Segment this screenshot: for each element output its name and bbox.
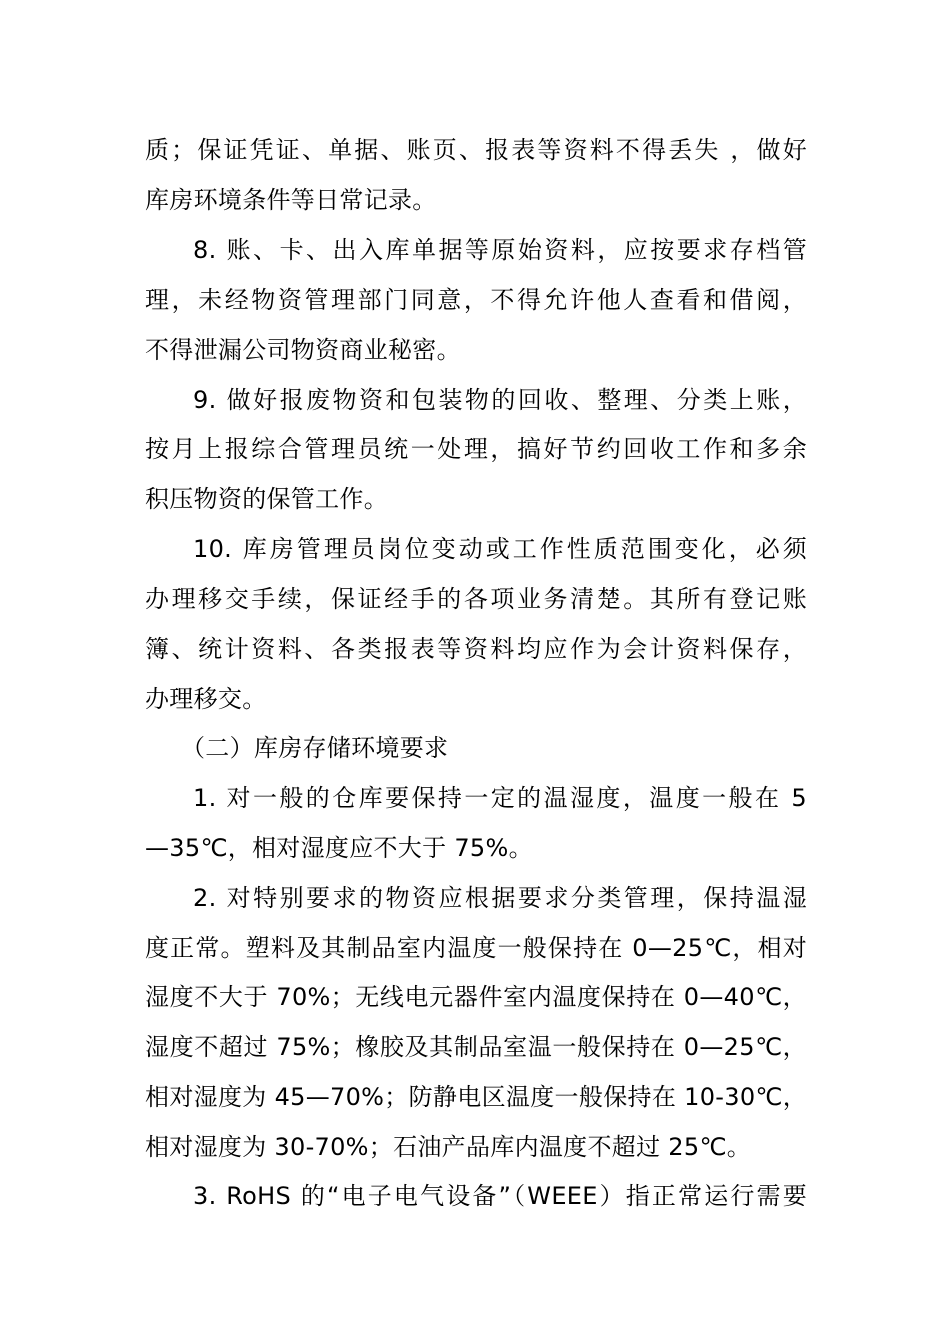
- text-line: 度正常。塑料及其制品室内温度一般保持在 0—25℃，相对: [145, 934, 807, 962]
- text-line: 办理移交手续，保证经手的各项业务清楚。其所有登记账: [145, 585, 807, 613]
- text-line: 积压物资的保管工作。: [145, 485, 388, 513]
- text-line: 9. 做好报废物资和包装物的回收、整理、分类上账，: [193, 386, 807, 414]
- text-line: 相对湿度为 45—70%；防静电区温度一般保持在 10-30℃，: [145, 1083, 807, 1111]
- text-line: 3. RoHS 的“电子电气设备”（WEEE）指正常运行需要: [193, 1182, 807, 1210]
- text-line: 理，未经物资管理部门同意，不得允许他人查看和借阅，: [145, 286, 807, 314]
- text-line: 湿度不超过 75%；橡胶及其制品室温一般保持在 0—25℃，: [145, 1033, 807, 1061]
- text-line: 相对湿度为 30-70%；石油产品库内温度不超过 25℃。: [145, 1133, 751, 1161]
- text-line: 2. 对特别要求的物资应根据要求分类管理，保持温湿: [193, 884, 807, 912]
- text-line: 按月上报综合管理员统一处理，搞好节约回收工作和多余: [145, 435, 807, 463]
- text-line: 库房环境条件等日常记录。: [145, 186, 437, 214]
- text-line: 湿度不大于 70%；无线电元器件室内温度保持在 0—40℃，: [145, 983, 807, 1011]
- text-line: 1. 对一般的仓库要保持一定的温湿度，温度一般在 5: [193, 784, 807, 812]
- text-line: —35℃，相对湿度应不大于 75%。: [145, 834, 533, 862]
- text-line: 8. 账、卡、出入库单据等原始资料，应按要求存档管: [193, 236, 807, 264]
- text-line: 质；保证凭证、单据、账页、报表等资料不得丢失 ，做好: [145, 136, 807, 164]
- text-line: 簿、统计资料、各类报表等资料均应作为会计资料保存，: [145, 635, 807, 663]
- text-line: 不得泄漏公司物资商业秘密。: [145, 336, 461, 364]
- section-heading: （二）库房存储环境要求: [181, 734, 449, 762]
- text-line: 10. 库房管理员岗位变动或工作性质范围变化，必须: [193, 535, 807, 563]
- text-line: 办理移交。: [145, 685, 267, 713]
